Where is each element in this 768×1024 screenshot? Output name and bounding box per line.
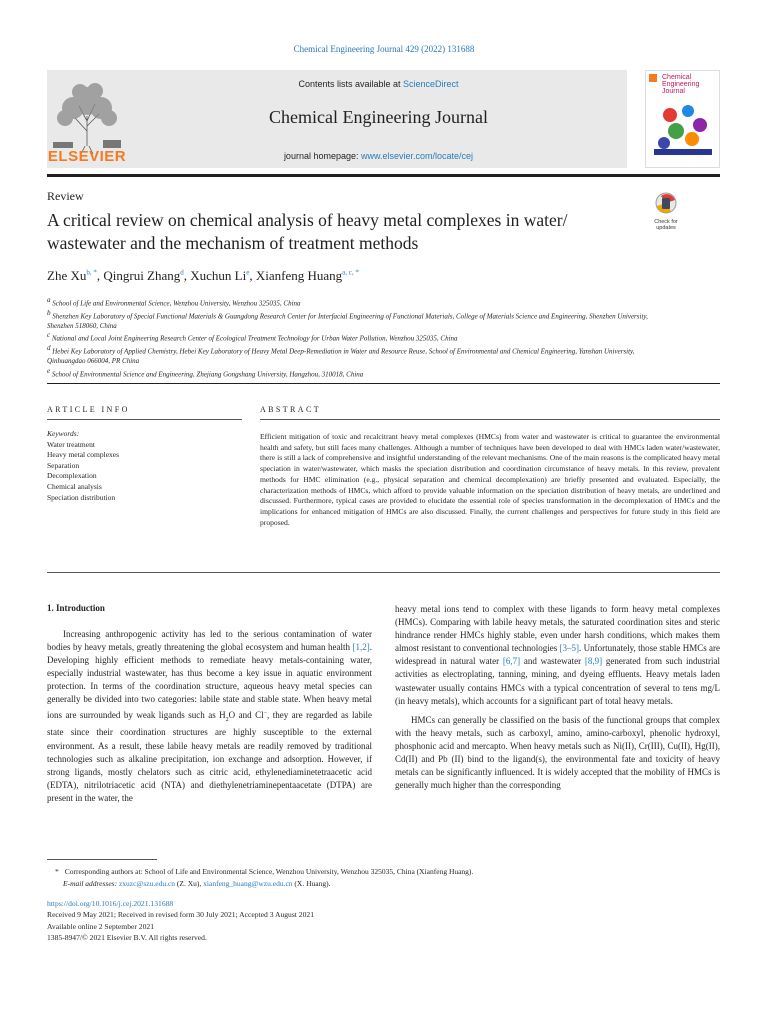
author-separator: , (183, 268, 191, 283)
cover-title-line: Chemical (662, 74, 692, 81)
affiliation-item (47, 367, 667, 380)
affiliation-mark: d (47, 344, 51, 353)
doi-link[interactable]: https://doi.org/10.1016/j.cej.2021.131688 (47, 899, 174, 908)
journal-homepage-line (130, 151, 627, 161)
author-name: Xuchun Li (190, 268, 247, 283)
header-rule (47, 174, 720, 177)
article-title: A critical review on chemical analysis of heavy metal complexes in water/ wastewater and the mechanism of treatment methods (47, 210, 568, 253)
citation-link[interactable]: [3–5] (559, 643, 580, 654)
check-updates-label: Check for (654, 219, 678, 225)
journal-cover-thumbnail[interactable] (645, 70, 720, 168)
email-label: E-mail addresses: (63, 878, 119, 888)
body-text: heavy metal ions tend to complex with these ligands to form heavy metal complexes (HMCs). Comparing with labile heavy metals, the saturated coordination sites and steric hindrance render HMCs highly stable, even under harsh conditions, which makes them almost resistant to conventional technologies (395, 604, 720, 654)
footnote-rule (47, 859, 157, 860)
footnote-text: Corresponding authors at: School of Life and Environmental Science, Wenzhou University, Wenzhou 325035, China (Xianfeng Huang). (64, 867, 474, 876)
keyword-item: Separation (47, 460, 80, 470)
affiliation-text: National and Local Joint Engineering Research Center of Ecological Treatment Technology for Urban Water Pollution, Wenzhou 325035, China (51, 334, 458, 343)
affiliation-item (47, 296, 667, 309)
body-text: , they are regarded as labile state since their coordination structures are highly susceptible to the external environment. As a result, these labile heavy metals are readily removed by traditional technologies such as alkaline precipitation, ion exchange and adsorption. However, if strong ligands, mostly chelators such as citric acid, ethylenediaminetetraacetic acid (EDTA), nitrilotriacetic acid (NTA) and diethylenetriaminepentaacetate (DTPA) are present in the water, the (47, 709, 373, 803)
asterisk-mark: * (55, 867, 59, 876)
email-link[interactable]: zxuzc@szu.edu.cn (118, 878, 176, 888)
citation-link[interactable]: [8,9] (584, 656, 603, 667)
copyright-line: 1385-8947/© 2021 Elsevier B.V. All rights reserved. (47, 933, 207, 943)
keyword-item: Heavy metal complexes (47, 450, 120, 460)
author-separator: , (96, 268, 104, 283)
check-for-updates-button[interactable] (645, 192, 687, 232)
body-text: generated from such industrial activities as electroplating, tanning, mining, and dyeing effluents. Heavy metals laden wastewater usually contains HMCs with a typical concentration of several to tens mg/L (in heavy metals), which accounts for a significant part of total heavy metals. (395, 656, 720, 706)
body-column-right (395, 603, 720, 792)
contents-line (130, 79, 627, 89)
body-text: . Developing highly efficient methods to remediate heavy metals-containing water, especially industrial wastewater, has thus become a key issue in aquatic environment protection. In terms of the coordination structure, aqueous heavy metal species can generally be divided into two categories: labile state and stable state. When heavy metal ions are surrounded by weak ligands such as H (47, 642, 372, 720)
abstract-text: Efficient mitigation of toxic and recalcitrant heavy metal complexes (HMCs) from water and wastewater is critical to guarantee the environmental health and safety, but still faces many challenges. Although a number of techniques have been developed to deal with HMCs laden water/wastewater, there is still a lack of comprehensive and insightful understanding of the relevant mechanisms. One of the main reasons is the complicated heavy metal speciation in water/wastewater, which masks the speciation distribution and coordination circumstance of heavy metals. In this review, prevalent methods for HMC elimination (e.g., physical separation and chemical decomplexation) are briefly presented and evaluated. Especially, the characterization methods of HMCs, which afford to provide valuable information on the speciation distribution of heavy metals, are underlined and discussed. Furthermore, typical cases are provided to elucidate the essential role of species transformation in the decomplexation of HMCs and the implications for enhanced mitigation of HMCs are also discussed. Finally, the current challenges and perspectives for future study in this field are proposed. (260, 432, 720, 527)
journal-title: Chemical Engineering Journal (269, 107, 488, 127)
author-name: Qingrui Zhang (103, 268, 181, 283)
affiliation-text: School of Life and Environmental Science, Wenzhou University, Wenzhou 325035, China (52, 299, 301, 308)
abstract-rule (260, 419, 720, 420)
body-text: Increasing anthropogenic activity has led to the serious contamination of water bodies by heavy metals, greatly threatening the global ecosystem and human health (47, 629, 372, 653)
affiliation-rule (47, 383, 720, 384)
affiliation-item (47, 344, 667, 367)
elsevier-wordmark: ELSEVIER (47, 148, 127, 165)
author-list (47, 268, 359, 284)
author-affiliation-mark[interactable]: e (246, 268, 250, 277)
article-info-heading: ARTICLE INFO (47, 405, 130, 414)
body-paragraph (395, 603, 720, 708)
author-name: Xianfeng Huang (255, 268, 343, 283)
citation-link[interactable]: [6,7] (502, 656, 521, 667)
sciencedirect-link[interactable]: ScienceDirect (403, 79, 459, 89)
keyword-list (47, 429, 242, 503)
affiliation-text: School of Environmental Science and Engineering, Zhejiang Gongshang University, Hangzhou, 310018, China (51, 370, 364, 379)
footnotes (47, 866, 720, 889)
author-separator: , (249, 268, 256, 283)
subscript: 2 (225, 716, 229, 723)
check-updates-icon (645, 192, 687, 214)
body-text: and wastewater (520, 656, 585, 667)
cover-title (662, 74, 699, 95)
contents-prefix: Contents lists available at (298, 79, 404, 89)
author-name: Zhe Xu (47, 268, 87, 283)
cover-title-line: Engineering (662, 81, 700, 88)
affiliation-list (47, 296, 667, 380)
author-affiliation-mark[interactable]: b, * (86, 268, 97, 277)
cover-artwork-image (652, 101, 714, 157)
article-info-rule (47, 419, 242, 420)
keyword-item: Decomplexation (47, 471, 97, 481)
email-note (47, 878, 720, 890)
check-updates-label: updates (656, 225, 676, 231)
keywords-label: Keywords: (47, 429, 80, 438)
journal-reference[interactable]: Chemical Engineering Journal 429 (2022) 131688 (293, 44, 475, 54)
email-owner: (Z. Xu), (175, 878, 204, 888)
affiliation-text: Hebei Key Laboratory of Applied Chemistry, Hebei Key Laboratory of Heavy Metal Deep-Remediation in Water and Resource Reuse, School of Environmental and Chemical Engineering, Yanshan University, Qinhuangdao 066004, PR China (47, 347, 635, 366)
abstract-heading: ABSTRACT (260, 405, 321, 414)
email-owner: (X. Huang). (292, 878, 331, 888)
affiliation-mark: a (47, 296, 51, 304)
affiliation-item (47, 331, 667, 344)
body-text: O and Cl (228, 709, 264, 720)
affiliation-mark: c (47, 331, 51, 340)
superscript: − (263, 709, 267, 716)
article-type: Review (47, 189, 84, 203)
body-text: . Unfortunately, those stable HMCs are widespread in natural water (395, 643, 721, 667)
author-affiliation-mark[interactable]: d (180, 268, 184, 277)
journal-homepage-link[interactable]: www.elsevier.com/locate/cej (361, 151, 474, 161)
affiliation-item (47, 309, 667, 332)
affiliation-mark: e (47, 366, 51, 375)
body-paragraph (47, 628, 372, 805)
keyword-item: Chemical analysis (47, 481, 102, 491)
introduction-heading: 1. Introduction (47, 603, 105, 613)
corresponding-author-note (47, 866, 720, 878)
publication-info (47, 898, 720, 944)
abstract-bottom-rule (47, 572, 720, 573)
cover-logo-mark (649, 74, 657, 82)
citation-link[interactable]: [1,2] (352, 642, 370, 653)
keyword-item: Water treatment (47, 439, 95, 449)
homepage-prefix: journal homepage: (283, 151, 361, 161)
online-date: Available online 2 September 2021 (47, 921, 154, 931)
affiliation-mark: b (47, 308, 51, 317)
email-link[interactable]: xianfeng_huang@wzu.edu.cn (203, 878, 293, 888)
author-affiliation-mark[interactable]: a, c, * (342, 268, 359, 277)
cover-title-line: Journal (662, 88, 685, 95)
received-dates: Received 9 May 2021; Received in revised form 30 July 2021; Accepted 3 August 2021 (47, 910, 314, 920)
body-column-left (47, 628, 372, 805)
affiliation-text: Shenzhen Key Laboratory of Special Functional Materials & Guangdong Research Center for Interfacial Engineering of Functional Materials, College of Materials Science and Engineering, Shenzhen University, Shenzhen 518060, China (47, 312, 648, 330)
body-paragraph: HMCs can generally be classified on the basis of the functional groups that complex with the heavy metals, such as carboxyl, amino, amino-carboxyl, phenolic hydroxyl, phosphonic acid and mercapto. When heavy metals such as Ni(II), Cr(III), Cu(II), Hg(II), Cd(II) and Pb (II) bind to the ligand(s), the environmental fate and toxicity of heavy metals can be significantly influenced. It is widely accepted that the mobility of HMCs is generally much higher than the corresponding (395, 714, 720, 791)
keyword-item: Speciation distribution (47, 492, 116, 502)
